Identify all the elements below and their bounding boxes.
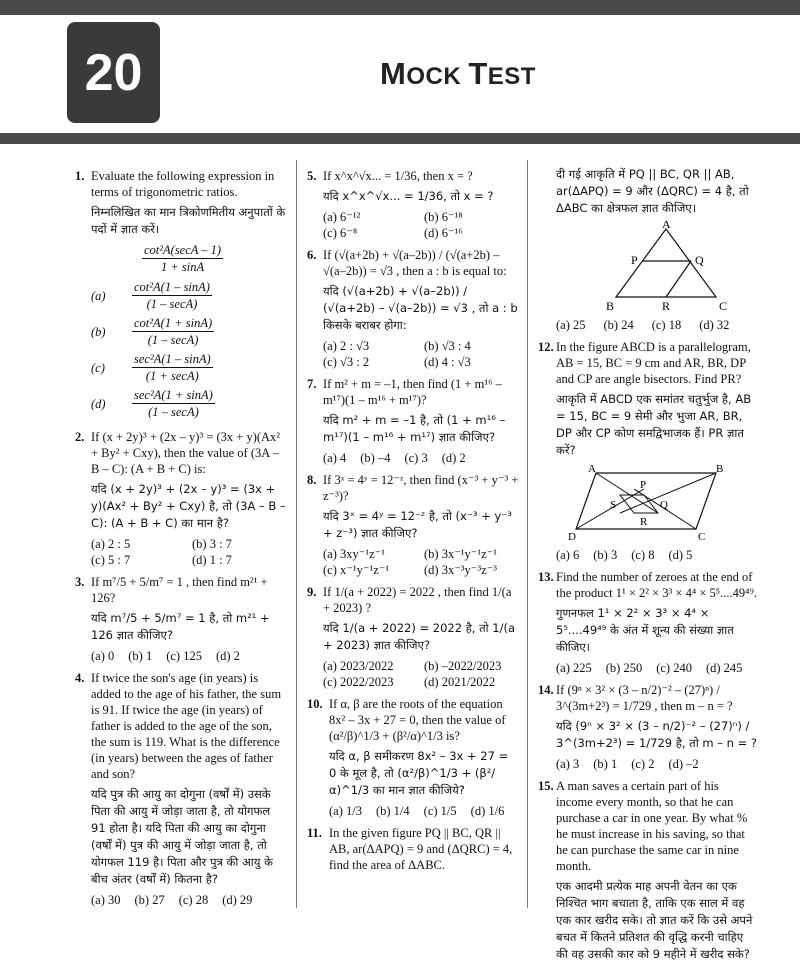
option-a[interactable]: (a) 30 [91, 893, 121, 907]
option-c[interactable]: (c) x⁻¹y⁻¹z⁻¹ [323, 563, 390, 577]
question-number: 12. [538, 340, 554, 354]
question-text-en: If x^x^√x... = 1/36, then x = ? [323, 169, 473, 183]
question-text-en: If twice the son's age (in years) is added to the age of his father, the sum is 91. If twice the age (in years) of father is added to the age of the son, the sum is 119. What is the difference (in years) between the ages of father and son? [91, 671, 282, 781]
label-s: S [610, 499, 617, 511]
option-a[interactable]: (a) 6 [556, 548, 580, 562]
option-a[interactable]: (a) 2 : √3 [323, 339, 370, 353]
option-b[interactable]: (b) 3 [593, 548, 618, 562]
title-part: EST [487, 63, 536, 90]
option-a[interactable]: (a) 3 [556, 757, 580, 771]
question-3 [75, 574, 287, 664]
option-c[interactable]: (c) 28 [178, 893, 209, 907]
column-divider [527, 160, 528, 908]
column-2 [307, 168, 519, 883]
question-text-en: A man saves a certain part of his income every month, so that he can purchase a car in one year. By what % he must increase in his saving, so that he can purchase the same car in nine month. [556, 779, 748, 873]
question-number: 4. [75, 671, 85, 685]
option-label: (c) [91, 360, 105, 375]
option-d[interactable]: (d) 1/6 [470, 804, 505, 818]
option-d[interactable]: (d) 1 : 7 [192, 553, 232, 567]
question-text-hi: यदि (9ⁿ × 3² × (3 – n/2)⁻² – (27)ⁿ) / 3^(3m+2³) = 1/729 है, तो m – n = ? [556, 719, 757, 750]
option-a[interactable] [91, 279, 287, 312]
question-text-en: If α, β are the roots of the equation 8x² – 3x + 27 = 0, then the value of (α²/β)^1/3 + (β²/α)^1/3 is? [329, 697, 506, 743]
option-a[interactable]: (a) 3xy⁻¹z⁻¹ [323, 547, 385, 561]
option-c[interactable] [91, 351, 287, 384]
title-part: OCK [406, 63, 469, 90]
question-number: 11. [307, 826, 322, 840]
option-d[interactable]: (d) 29 [222, 893, 253, 907]
label-c: C [698, 531, 706, 543]
fraction-num: sec²A(1 + sinA) [134, 388, 213, 402]
question-2 [75, 429, 287, 568]
option-d[interactable]: (d) 3x⁻³y⁻³z⁻³ [424, 563, 498, 577]
question-text-en: If (9ⁿ × 3² × (3 – n/2)⁻² – (27)ⁿ) / 3^(3m+2³) = 1/729 , then m – n = ? [556, 683, 733, 713]
label-a: A [662, 221, 671, 231]
question-number: 8. [307, 473, 317, 487]
option-c[interactable]: (c) 18 [651, 318, 682, 332]
question-text-hi: यदि 3ˣ = 4ʸ = 12⁻ᶻ है, तो (x⁻³ + y⁻³ + z⁻³) ज्ञात कीजिए? [323, 509, 512, 540]
question-text-hi: आकृति में ABCD एक समांतर चतुर्भुज है, AB = 15, BC = 9 सेमी और भुजा AR, BR, DP और CP कोण समद्विभाजक हैं। PR ज्ञात करें? [556, 392, 752, 457]
chapter-number-badge [67, 22, 160, 123]
question-text-hi: गुणनफल 1¹ × 2² × 3³ × 4⁴ × 5⁵....49⁴⁹ के अंत में शून्य की संख्या ज्ञात कीजिए। [556, 606, 734, 654]
option-d[interactable]: (d) 2021/2022 [424, 675, 496, 689]
question-10 [307, 696, 519, 819]
question-text-hi: यदि α, β समीकरण 8x² – 3x + 27 = 0 के मूल है, तो (α²/β)^1/3 + (β²/α)^1/3 का मान ज्ञात कीजिये? [329, 749, 509, 797]
question-1 [75, 168, 287, 423]
question-14 [538, 682, 758, 772]
bisector-ar [596, 473, 658, 513]
option-a[interactable]: (a) 1/3 [329, 804, 362, 818]
fraction-num: sec²A(1 – sinA) [134, 352, 211, 366]
question-8 [307, 472, 519, 578]
question-text-hi: यदि (√(a+2b) + √(a–2b)) / (√(a+2b) – √(a–2b)) = √3 , तो a : b किसके बराबर होगा: [323, 284, 518, 332]
question-number: 3. [75, 575, 85, 589]
fraction-num: cot²A(secA – 1) [144, 243, 222, 257]
question-text-en: Evaluate the following expression in terms of trigonometric ratios. [91, 169, 275, 199]
question-text-hi: यदि (x + 2y)³ + (2x – y)³ = (3x + y)(Ax² + By² + Cxy) है, तो (3A – B – C): (A + B + C) का मान है? [91, 482, 286, 530]
option-b[interactable]: (b) 250 [605, 661, 643, 675]
fraction-den: (1 – secA) [147, 333, 199, 347]
option-b[interactable]: (b) 6⁻¹⁸ [424, 210, 463, 224]
option-a[interactable]: (a) 2023/2022 [323, 659, 394, 673]
question-number: 14. [538, 683, 554, 697]
question-13 [538, 569, 758, 676]
question-number: 9. [307, 585, 317, 599]
option-b[interactable]: (b) 27 [134, 893, 165, 907]
option-c[interactable]: (c) 5 : 7 [91, 553, 131, 567]
question-text-hi: दी गई आकृति में PQ || BC, QR || AB, ar(ΔAPQ) = 9 और (ΔQRC) = 4 है, तो ΔABC का क्षेत्रफल ज्ञात कीजिए। [556, 167, 749, 215]
label-r: R [662, 299, 671, 313]
option-d[interactable]: (d) 5 [668, 548, 693, 562]
question-text-en: If m² + m = –1, then find (1 + m¹⁶ – m¹⁷)(1 – m¹⁶ + m¹⁷)? [323, 377, 502, 407]
option-label: (a) [91, 288, 106, 303]
option-b[interactable]: (b) 3 : 7 [192, 537, 232, 551]
option-c[interactable]: (c) 6⁻⁸ [323, 226, 358, 240]
option-d[interactable]: (d) 245 [705, 661, 743, 675]
question-4 [75, 670, 287, 908]
label-c: C [719, 299, 728, 313]
question-text-hi: यदि 1/(a + 2022) = 2022 है, तो 1/(a + 2023) ज्ञात कीजिए? [323, 621, 516, 652]
question-text-en: In the figure ABCD is a parallelogram, AB = 15, BC = 9 cm and AR, BR, DP and CP are angle bisectors. Find PR? [556, 340, 751, 386]
option-b[interactable]: (b) 3x⁻¹y⁻¹z⁻¹ [424, 547, 498, 561]
question-text-en: If (x + 2y)³ + (2x – y)³ = (3x + y)(Ax² + By² + Cxy), then the value of (3A – B – C): (A + B + C) is: [91, 430, 281, 476]
fraction-num: cot²A(1 + sinA) [134, 316, 213, 330]
option-b[interactable]: (b) √3 : 4 [424, 339, 471, 353]
label-b: B [606, 299, 615, 313]
question-text-hi: यदि पुत्र की आयु का दोगुना (वर्षों में) उसके पिता की आयु में जोड़ा जाता है, तो योगफल 91 होता है। यदि पिता की आयु का दोगुना (वर्षों में) पुत्र की आयु में जोड़ा जाता है, तो योगफल 119 है। पिता और पुत्र की आयु के बीच अंतर (वर्षों में) कितना है? [91, 787, 273, 886]
option-c[interactable]: (c) 1/5 [423, 804, 457, 818]
option-c[interactable]: (c) 125 [166, 649, 202, 663]
title-part: T [468, 56, 488, 91]
question-9 [307, 584, 519, 690]
question-number: 5. [307, 169, 317, 183]
question-7 [307, 376, 519, 466]
option-d[interactable]: (d) –2 [668, 757, 699, 771]
question-text-hi: यदि m⁷/5 + 5/m⁷ = 1 है, तो m²¹ + 126 ज्ञात कीजिए? [91, 611, 270, 642]
expression [139, 242, 287, 275]
option-b[interactable]: (b) 1/4 [375, 804, 410, 818]
fraction-den: (1 + secA) [145, 369, 199, 383]
column-divider [296, 160, 297, 908]
fraction-den: (1 – secA) [148, 405, 199, 419]
question-number: 1. [75, 169, 85, 183]
question-text-hi: निम्नलिखित का मान त्रिकोणमितीय अनुपातों के पदों में ज्ञात करें। [91, 205, 286, 236]
question-number: 6. [307, 248, 317, 262]
fraction-den: (1 – secA) [146, 297, 198, 311]
fraction-den: 1 + sinA [160, 260, 205, 274]
question-text-hi: एक आदमी प्रत्येक माह अपनी वेतन का एक निश्चित भाग बचाता है, ताकि एक साल में वह एक कार खरीद सके। तो ज्ञात करें कि उसे अपने बचत में कितने प्रतिशत की वृद्धि करनी चाहिए की वह उसकी कार को 9 महीने में खरीद सके? [556, 879, 753, 961]
option-d[interactable]: (d) 4 : √3 [424, 355, 471, 369]
segment-qr [666, 261, 691, 297]
parallelogram-figure [566, 463, 726, 543]
question-text-en: If m⁷/5 + 5/m⁷ = 1 , then find m²¹ + 126? [91, 575, 268, 605]
question-5 [307, 168, 519, 241]
triangle-figure [576, 221, 756, 313]
option-d[interactable]: (d) 2 [441, 451, 466, 465]
option-a[interactable]: (a) 6⁻¹² [323, 210, 361, 224]
option-b[interactable]: (b) –4 [360, 451, 391, 465]
question-15 [538, 778, 758, 967]
question-text-en: If 3ˣ = 4ʸ = 12⁻ᶻ, then find (x⁻³ + y⁻³ + z⁻³)? [323, 473, 519, 503]
option-d[interactable] [91, 387, 287, 420]
question-number: 13. [538, 570, 554, 584]
fraction-num: cot²A(1 – sinA) [134, 280, 210, 294]
option-label: (b) [91, 324, 106, 339]
question-number: 2. [75, 430, 85, 444]
option-c[interactable]: (c) 2 [631, 757, 655, 771]
label-d: D [568, 531, 576, 543]
question-number: 15. [538, 779, 554, 793]
option-a[interactable]: (a) 2 : 5 [91, 537, 131, 551]
option-b[interactable]: (b) 24 [603, 318, 634, 332]
title-part: M [380, 56, 407, 91]
question-number: 10. [307, 697, 323, 711]
option-d[interactable]: (d) 2 [215, 649, 240, 663]
label-q: Q [695, 253, 704, 267]
option-label: (d) [91, 396, 106, 411]
column-1 [75, 168, 287, 914]
question-11 [307, 825, 519, 877]
label-b: B [716, 463, 724, 475]
label-p: P [631, 253, 638, 267]
option-a[interactable]: (a) 4 [323, 451, 347, 465]
question-text-hi: यदि x^x^√x... = 1/36, तो x = ? [323, 189, 494, 203]
question-6 [307, 247, 519, 370]
page-title [380, 56, 536, 92]
option-a[interactable]: (a) 25 [556, 318, 586, 332]
option-c[interactable]: (c) 3 [404, 451, 428, 465]
header-divider-bar [0, 133, 800, 144]
question-text-en: Find the number of zeroes at the end of the product 1¹ × 2² × 3³ × 4⁴ × 5⁵....49⁴⁹. [556, 570, 757, 600]
option-b[interactable] [91, 315, 287, 348]
option-d[interactable]: (d) 6⁻¹⁶ [424, 226, 463, 240]
option-a[interactable]: (a) 225 [556, 661, 592, 675]
option-a[interactable]: (a) 0 [91, 649, 115, 663]
option-d[interactable]: (d) 32 [699, 318, 730, 332]
question-text-en: If 1/(a + 2022) = 2022 , then find 1/(a + 2023) ? [323, 585, 512, 615]
option-b[interactable]: (b) 1 [593, 757, 618, 771]
question-number: 7. [307, 377, 317, 391]
top-bar [0, 0, 800, 15]
option-c[interactable]: (c) 240 [656, 661, 692, 675]
question-12 [538, 339, 758, 563]
option-c[interactable]: (c) 8 [631, 548, 655, 562]
bisector-br [620, 473, 716, 513]
question-text-en: If (√(a+2b) + √(a–2b)) / (√(a+2b) – √(a–2b)) = √3 , then a : b is equal to: [323, 248, 507, 278]
label-a: A [588, 463, 596, 475]
option-c[interactable]: (c) √3 : 2 [323, 355, 370, 369]
chapter-number: 20 [84, 43, 143, 102]
question-text-en: In the given figure PQ || BC, QR || AB, ar(ΔAPQ) = 9 and (ΔQRC) = 4, find the area of ΔABC. [329, 826, 513, 872]
column-3 [538, 166, 758, 973]
label-r: R [640, 516, 648, 528]
label-q: Q [660, 499, 668, 511]
option-b[interactable]: (b) –2022/2023 [424, 659, 502, 673]
label-p: P [640, 479, 647, 491]
question-text-hi: यदि m² + m = –1 है, तो (1 + m¹⁶ – m¹⁷)(1 – m¹⁶ + m¹⁷) ज्ञात कीजिए? [323, 413, 506, 444]
option-c[interactable]: (c) 2022/2023 [323, 675, 394, 689]
option-b[interactable]: (b) 1 [128, 649, 153, 663]
